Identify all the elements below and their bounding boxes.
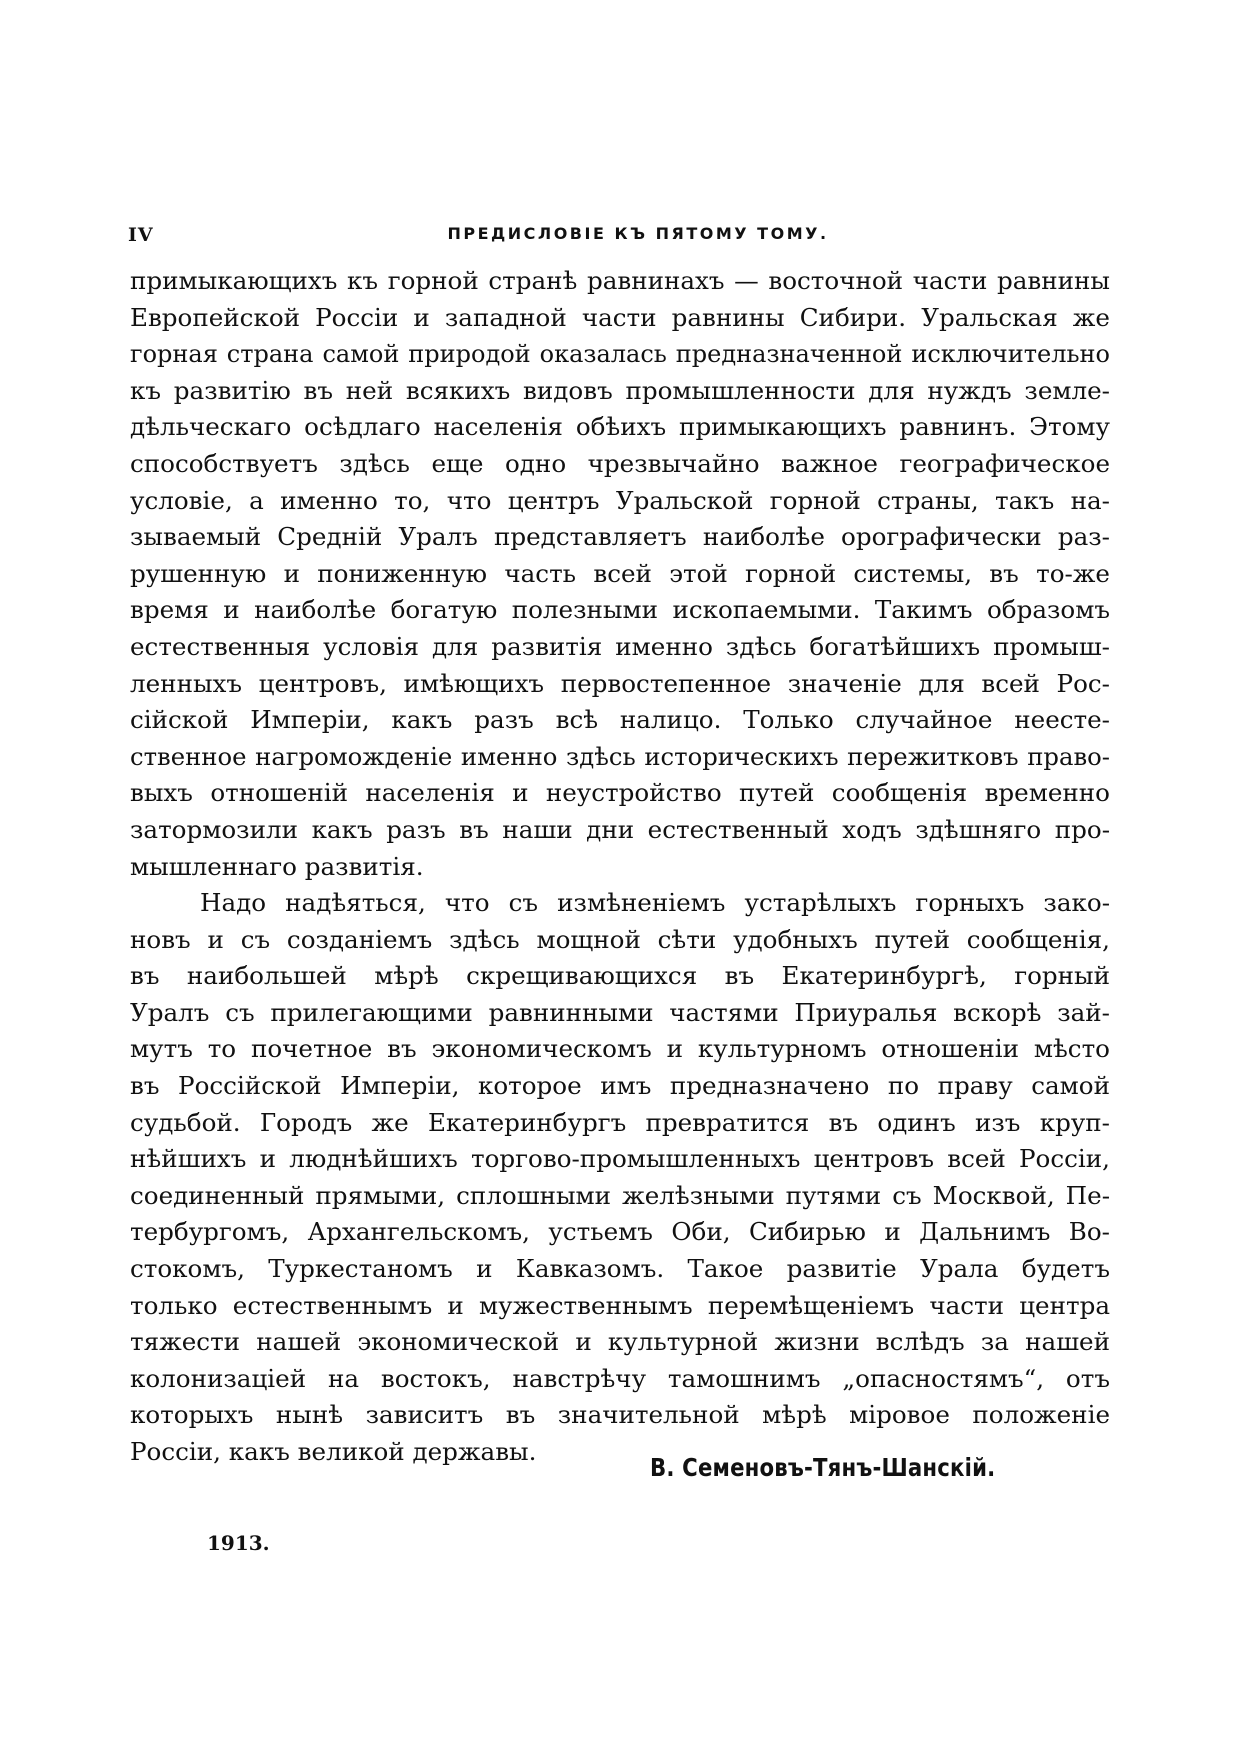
text-line: выхъ отношеній населенія и неустройство путей сообщенія временно — [130, 778, 1110, 808]
text-line: способствуетъ здѣсь еще одно чрезвычайно важное географическое — [130, 448, 1110, 478]
text-line: ленныхъ центровъ, имѣющихъ первостепенное значеніе для всей Рос- — [130, 668, 1110, 698]
text-line: мышленнаго развитія. — [130, 851, 424, 881]
text-line: ственное нагроможденіе именно здѣсь историческихъ пережитковъ право- — [130, 741, 1110, 771]
text-line: мутъ то почетное въ экономическомъ и культурномъ отношеніи мѣсто — [130, 1034, 1110, 1064]
publication-year: 1913. — [207, 1531, 270, 1555]
text-line: дѣльческаго осѣдлаго населенія обѣихъ примыкающихъ равнинъ. Этому — [130, 412, 1110, 442]
text-line: которыхъ нынѣ зависитъ въ значительной мѣрѣ міровое положеніе — [130, 1400, 1110, 1430]
page-header — [128, 224, 1108, 254]
text-line: въ Россійской Имперіи, которое имъ предназначено по праву самой — [130, 1071, 1110, 1101]
text-line: судьбой. Городъ же Екатеринбургъ превратится въ одинъ изъ круп- — [130, 1107, 1110, 1137]
text-line: Россіи, какъ великой державы. — [130, 1437, 537, 1466]
text-line: затормозили какъ разъ въ наши дни естественный ходъ здѣшняго про- — [130, 814, 1110, 844]
text-line: соединенный прямыми, сплошными желѣзными путями съ Москвой, Пе- — [130, 1180, 1110, 1210]
text-line: тербургомъ, Архангельскомъ, устьемъ Оби, Сибирью и Дальнимъ Во- — [130, 1217, 1110, 1247]
paragraph-1 — [130, 263, 1110, 885]
text-line: новъ и съ созданіемъ здѣсь мощной сѣти удобныхъ путей сообщенія, — [130, 924, 1110, 954]
text-line: время и наиболѣе богатую полезными ископаемыми. Такимъ образомъ — [130, 595, 1110, 625]
text-line: нѣйшихъ и люднѣйшихъ торгово-промышленныхъ центровъ всей Россіи, — [130, 1144, 1110, 1174]
text-line: сійской Имперіи, какъ разъ всѣ налицо. Только случайное неесте- — [130, 705, 1110, 735]
paragraph-2 — [130, 885, 1110, 1471]
text-line: стокомъ, Туркестаномъ и Кавказомъ. Такое развитіе Урала будетъ — [130, 1254, 1110, 1284]
text-line: Европейской Россіи и западной части равнины Сибири. Уральская же — [130, 302, 1110, 332]
text-line: условіе, а именно то, что центръ Уральской горной страны, такъ на- — [130, 485, 1110, 515]
text-line: примыкающихъ къ горной странѣ равнинахъ — восточной части равнины — [130, 266, 1110, 295]
body-text — [130, 263, 1110, 1471]
text-line: естественныя условія для развитія именно здѣсь богатѣйшихъ промыш- — [130, 631, 1110, 661]
text-line: Уралъ съ прилегающими равнинными частями Приуралья вскорѣ зай- — [130, 997, 1110, 1027]
text-line: колонизаціей на востокъ, навстрѣчу тамошнимъ „опасностямъ“, отъ — [130, 1363, 1110, 1393]
text-line: зываемый Средній Уралъ представляетъ наиболѣе орографически раз- — [130, 522, 1110, 552]
text-line: Надо надѣяться, что съ измѣненіемъ устарѣлыхъ горныхъ зако- — [200, 888, 1110, 918]
text-line: только естественнымъ и мужественнымъ перемѣщеніемъ части центра — [130, 1290, 1110, 1320]
page-number: IV — [128, 224, 154, 246]
text-line: горная страна самой природой оказалась предназначенной исключительно — [130, 340, 1110, 369]
text-line: къ развитію въ ней всякихъ видовъ промышленности для нуждъ земле- — [130, 375, 1110, 405]
text-line: рушенную и пониженную часть всей этой горной системы, въ то-же — [130, 558, 1110, 588]
text-line: въ наибольшей мѣрѣ скрещивающихся въ Екатеринбургѣ, горный — [130, 961, 1110, 991]
author-signature: В. Семеновъ-Тянъ-Шанскій. — [650, 1453, 996, 1482]
text-line: тяжести нашей экономической и культурной жизни вслѣдъ за нашей — [130, 1327, 1110, 1357]
running-title: ПРЕДИСЛОВІЕ КЪ ПЯТОМУ ТОМУ. — [447, 224, 829, 243]
